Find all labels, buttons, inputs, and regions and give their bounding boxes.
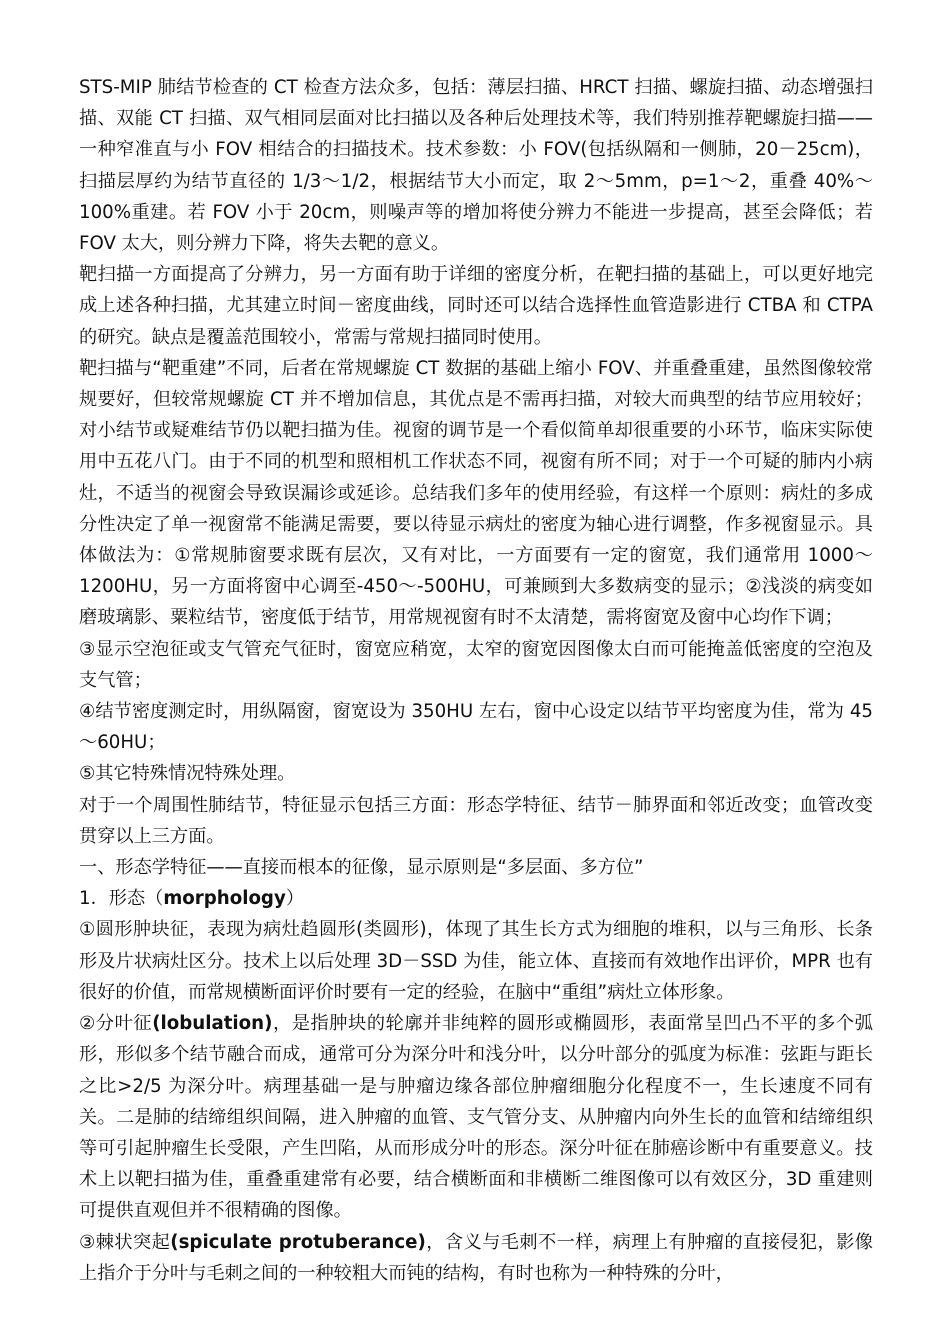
paragraph-lobulation xyxy=(79,1008,873,1226)
subsection-suffix: ） xyxy=(285,888,305,910)
paragraph-window-4: ④结节密度测定时，用纵隔窗，窗宽设为 350HU 左右，窗中心设定以结节平均密度为佳，常为 45～60HU； xyxy=(79,701,873,754)
subsection-prefix: 1．形态（ xyxy=(79,888,164,910)
lobulation-prefix: ②分叶征 xyxy=(79,1013,153,1035)
spiculate-text: ，含义与毛刺不一样，病理上有肿瘤的直接侵犯，影像上指介于分叶与毛刺之间的一种较粗大而钝的结构，有时也称为一种特殊的分叶， xyxy=(79,1231,873,1284)
section-heading-morphology-features: 一、形态学特征——直接而根本的征像，显示原则是“多层面、多方位” xyxy=(79,857,644,879)
paragraph-target-reconstruction: 靶扫描与“靶重建”不同，后者在常规螺旋 CT 数据的基础上缩小 FOV、并重叠重建，虽然图像较常规要好，但较常规螺旋 CT 并不增加信息，其优点是不需再扫描，对较大而典型的结节应用较好；对小结节或疑难结节仍以靶扫描为佳。视窗的调节是一个看似简单却很重要的小环节，临床实际使用中五花八门。由于不同的机型和照相机工作状态不同，视窗有所不同；对于一个可疑的肺内小病灶，不适当的视窗会导致误漏诊或延诊。总结我们多年的使用经验，有这样一个原则：病灶的多成分性决定了单一视窗常不能满足需要，要以待显示病灶的密度为轴心进行调整，作多视窗显示。具体做法为：①常规肺窗要求既有层次，又有对比，一方面要有一定的窗宽，我们通常用 1000～1200HU，另一方面将窗中心调至-450～-500HU，可兼顾到大多数病变的显示；②浅淡的病变如磨玻璃影、粟粒结节，密度低于结节，用常规视窗有时不太清楚，需将窗宽及窗中心均作下调； xyxy=(79,357,873,629)
paragraph-window-5: ⑤其它特殊情况特殊处理。 xyxy=(79,763,296,785)
spiculate-prefix: ③棘状突起 xyxy=(79,1231,171,1253)
lobulation-term: (lobulation) xyxy=(152,1013,273,1035)
spiculate-term: (spiculate protuberance) xyxy=(170,1231,426,1253)
subsection-heading-morphology xyxy=(79,883,873,914)
paragraph-features-overview: 对于一个周围性肺结节，特征显示包括三方面：形态学特征、结节－肺界面和邻近改变；血管改变贯穿以上三方面。 xyxy=(79,794,873,847)
paragraph-spiculate xyxy=(79,1227,873,1289)
document-page xyxy=(79,72,873,1289)
lobulation-text: ，是指肿块的轮廓并非纯粹的圆形或椭圆形，表面常呈凹凸不平的多个弧形，形似多个结节融合而成，通常可分为深分叶和浅分叶，以分叶部分的弧度为标准：弦距与距长之比>2/5 为深分叶。病理基础一是与肿瘤边缘各部位肿瘤细胞分化程度不一，生长速度不同有关。二是肺的结缔组织间隔，进入肿瘤的血管、支气管分支、从肿瘤内向外生长的血管和结缔组织等可引起肿瘤生长受限，产生凹陷，从而形成分叶的形态。深分叶征在肺癌诊断中有重要意义。技术上以靶扫描为佳，重叠重建常有必要，结合横断面和非横断二维图像可以有效区分，3D 重建则可提供直观但并不很精确的图像。 xyxy=(79,1013,873,1222)
paragraph-ct-methods: STS-MIP 肺结节检查的 CT 检查方法众多，包括：薄层扫描、HRCT 扫描、螺旋扫描、动态增强扫描、双能 CT 扫描、双气相同层面对比扫描以及各种后处理技术等，我们特别推荐靶螺旋扫描——一种窄准直与小 FOV 相结合的扫描技术。技术参数：小 FOV(包括纵隔和一侧肺，20－25cm)，扫描层厚约为结节直径的 1/3～1/2，根据结节大小而定，取 2～5mm，p=1～2，重叠 40%～100%重建。若 FOV 小于 20cm，则噪声等的增加将使分辨力不能进一步提高，甚至会降低；若 FOV 太大，则分辨力下降，将失去靶的意义。 xyxy=(79,77,873,255)
paragraph-window-3: ③显示空泡征或支气管充气征时，窗宽应稍宽，太窄的窗宽因图像太白而可能掩盖低密度的空泡及支气管； xyxy=(79,638,873,691)
paragraph-round-mass: ①圆形肿块征，表现为病灶趋圆形(类圆形)，体现了其生长方式为细胞的堆积，以与三角形、长条形及片状病灶区分。技术上以后处理 3D－SSD 为佳，能立体、直接而有效地作出评价，MPR 也有很好的价值，而常规横断面评价时要有一定的经验，在脑中“重组”病灶立体形象。 xyxy=(79,919,873,1003)
subsection-term: morphology xyxy=(163,888,286,910)
paragraph-target-scan: 靶扫描一方面提高了分辨力，另一方面有助于详细的密度分析，在靶扫描的基础上，可以更好地完成上述各种扫描，尤其建立时间－密度曲线，同时还可以结合选择性血管造影进行 CTBA 和 CTPA 的研究。缺点是覆盖范围较小，常需与常规扫描同时使用。 xyxy=(79,264,873,348)
